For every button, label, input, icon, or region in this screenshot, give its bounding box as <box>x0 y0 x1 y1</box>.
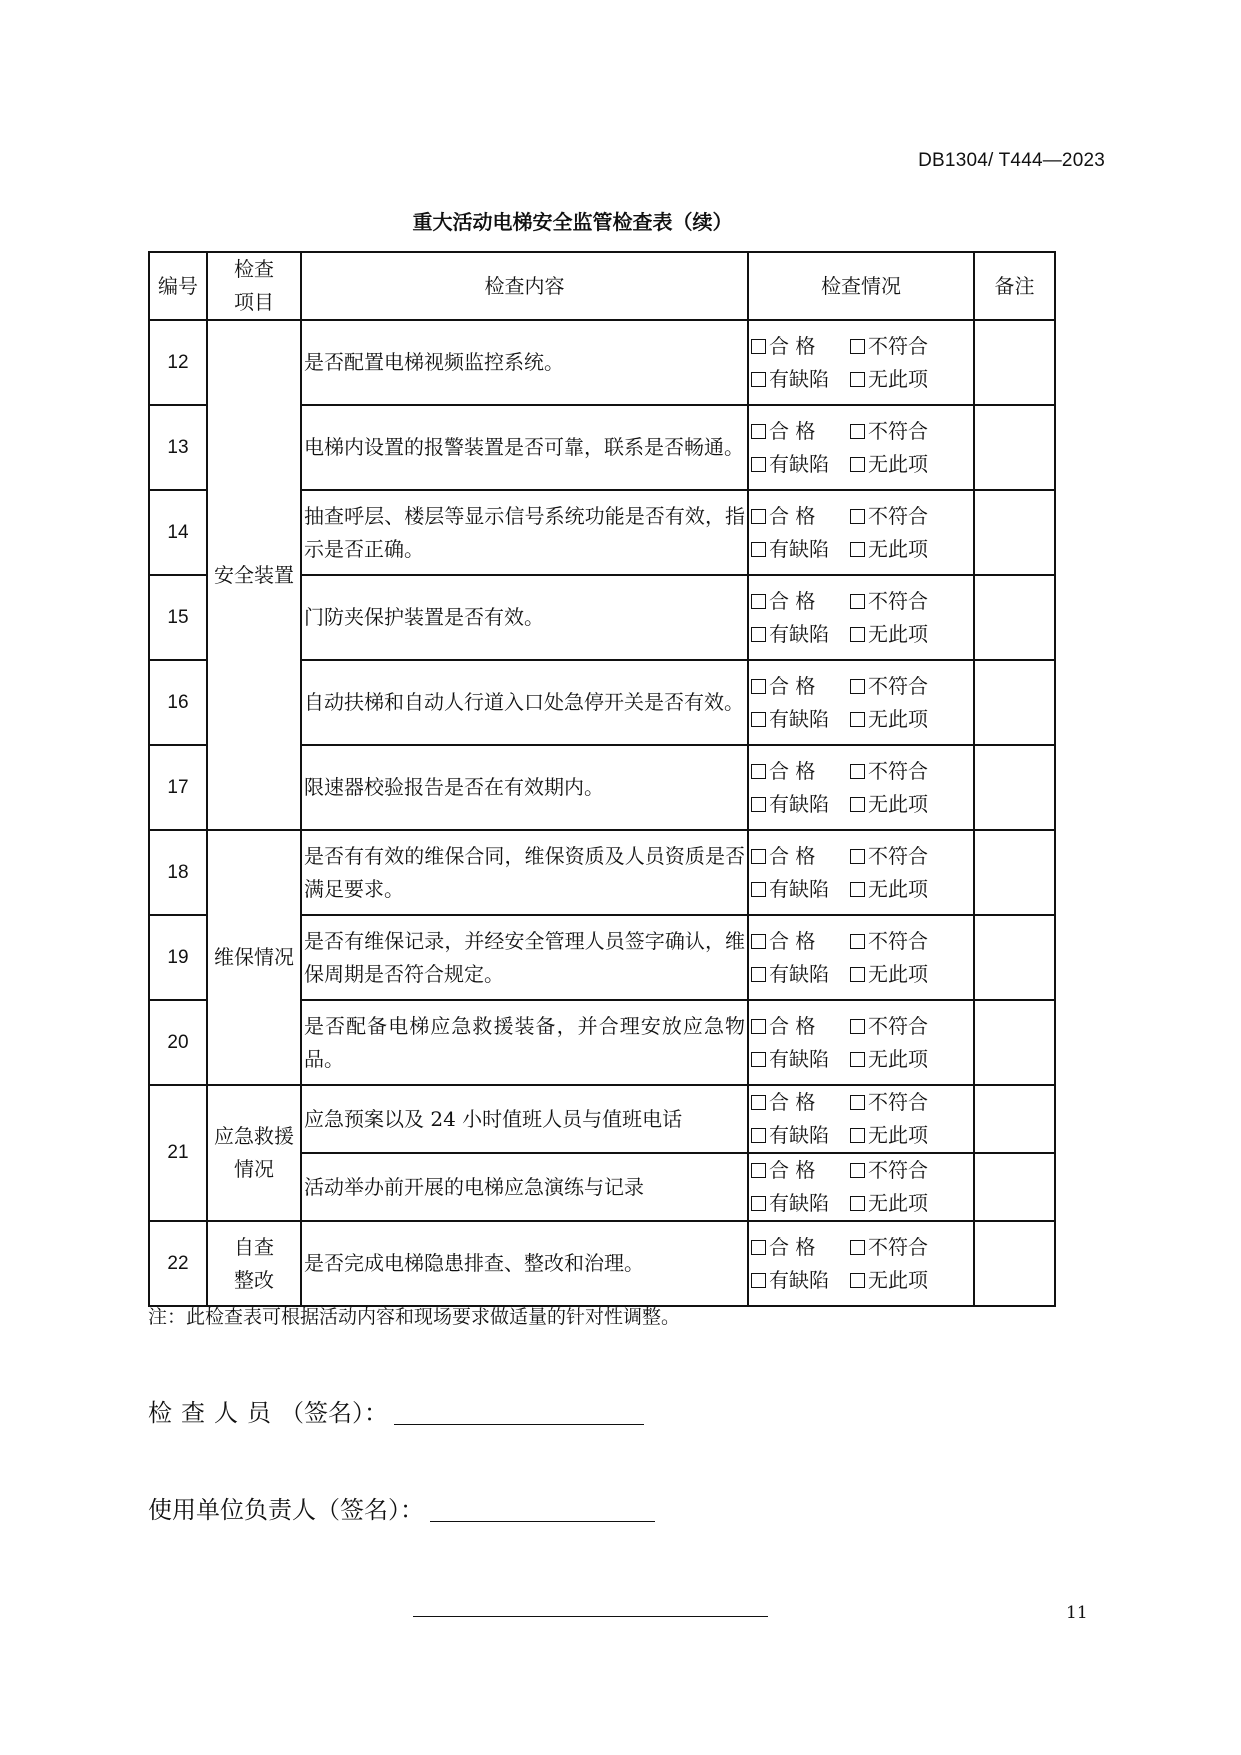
status-option-pass[interactable]: 合 格 <box>751 755 850 788</box>
row-content: 抽查呼层、楼层等显示信号系统功能是否有效，指示是否正确。 <box>301 490 748 575</box>
status-cell <box>748 320 974 405</box>
status-option-fail[interactable]: 不符合 <box>850 1010 928 1043</box>
status-option-fail[interactable]: 不符合 <box>850 755 928 788</box>
status-option-defect[interactable]: 有缺陷 <box>751 788 850 821</box>
remark-cell[interactable] <box>974 1221 1055 1306</box>
row-number: 17 <box>149 745 207 830</box>
group-emergency-line2: 情况 <box>234 1157 274 1181</box>
status-option-na[interactable]: 无此项 <box>850 958 928 991</box>
row-number: 19 <box>149 915 207 1000</box>
status-option-pass[interactable]: 合 格 <box>751 840 850 873</box>
row-number: 14 <box>149 490 207 575</box>
checkbox-icon[interactable] <box>751 1019 766 1034</box>
owner-label: 使用单位负责人（签名）： <box>148 1496 424 1524</box>
status-option-defect[interactable]: 有缺陷 <box>751 618 850 651</box>
status-option-fail[interactable]: 不符合 <box>850 415 928 448</box>
status-cell <box>748 745 974 830</box>
inspector-signature-line[interactable] <box>394 1400 644 1425</box>
checkbox-icon[interactable] <box>751 594 766 609</box>
checkbox-icon[interactable] <box>751 1095 766 1110</box>
checkbox-icon[interactable] <box>751 1128 766 1143</box>
status-option-na[interactable]: 无此项 <box>850 363 928 396</box>
checkbox-icon[interactable] <box>751 934 766 949</box>
checkbox-icon[interactable] <box>850 1273 865 1288</box>
status-cell <box>748 490 974 575</box>
checkbox-icon[interactable] <box>850 882 865 897</box>
row-content: 是否有维保记录，并经安全管理人员签字确认，维保周期是否符合规定。 <box>301 915 748 1000</box>
status-option-defect[interactable]: 有缺陷 <box>751 448 850 481</box>
page-number: 11 <box>1066 1603 1088 1623</box>
remark-cell[interactable] <box>974 915 1055 1000</box>
row-number: 22 <box>149 1221 207 1306</box>
checkbox-icon[interactable] <box>751 1163 766 1178</box>
group-self-check <box>207 1221 301 1306</box>
status-cell <box>748 1085 974 1153</box>
checkbox-icon[interactable] <box>751 797 766 812</box>
group-emergency-line1: 应急救援 <box>214 1124 294 1148</box>
status-option-na[interactable]: 无此项 <box>850 703 928 736</box>
status-option-pass[interactable]: 合 格 <box>751 1231 850 1264</box>
group-selfcheck-line1: 自查 <box>234 1234 274 1259</box>
status-option-fail[interactable]: 不符合 <box>850 840 928 873</box>
owner-signature <box>148 1490 655 1525</box>
group-maintenance: 维保情况 <box>207 830 301 1085</box>
remark-cell[interactable] <box>974 405 1055 490</box>
status-option-fail[interactable]: 不符合 <box>850 670 928 703</box>
status-cell <box>748 1153 974 1221</box>
checkbox-icon[interactable] <box>850 457 865 472</box>
inspector-label: 检查人员 <box>148 1399 280 1427</box>
remark-cell[interactable] <box>974 830 1055 915</box>
row-content: 是否配备电梯应急救援装备，并合理安放应急物品。 <box>301 1000 748 1085</box>
checkbox-icon[interactable] <box>850 849 865 864</box>
checkbox-icon[interactable] <box>751 339 766 354</box>
status-option-pass[interactable]: 合 格 <box>751 925 850 958</box>
status-option-pass[interactable]: 合 格 <box>751 670 850 703</box>
checkbox-icon[interactable] <box>751 849 766 864</box>
header-status: 检查情况 <box>748 252 974 320</box>
checkbox-icon[interactable] <box>850 594 865 609</box>
status-option-defect[interactable]: 有缺陷 <box>751 1264 850 1297</box>
checkbox-icon[interactable] <box>850 1240 865 1255</box>
header-item-line2: 项目 <box>234 290 274 314</box>
status-option-fail[interactable]: 不符合 <box>850 1154 928 1187</box>
checkbox-icon[interactable] <box>751 457 766 472</box>
status-cell <box>748 1221 974 1306</box>
checkbox-icon[interactable] <box>751 967 766 982</box>
status-option-na[interactable]: 无此项 <box>850 1187 928 1220</box>
row-content: 电梯内设置的报警装置是否可靠，联系是否畅通。 <box>301 405 748 490</box>
checkbox-icon[interactable] <box>850 424 865 439</box>
checkbox-icon[interactable] <box>850 1019 865 1034</box>
checkbox-icon[interactable] <box>850 1095 865 1110</box>
table-note: 注：此检查表可根据活动内容和现场要求做适量的针对性调整。 <box>148 1306 681 1328</box>
checkbox-icon[interactable] <box>751 882 766 897</box>
header-item <box>207 252 301 320</box>
checkbox-icon[interactable] <box>850 1163 865 1178</box>
status-cell <box>748 405 974 490</box>
row-number: 13 <box>149 405 207 490</box>
status-option-na[interactable]: 无此项 <box>850 448 928 481</box>
row-number: 18 <box>149 830 207 915</box>
table-row <box>149 320 1055 405</box>
checkbox-icon[interactable] <box>751 1052 766 1067</box>
checkbox-icon[interactable] <box>751 627 766 642</box>
row-content: 门防夹保护装置是否有效。 <box>301 575 748 660</box>
row-number: 15 <box>149 575 207 660</box>
status-option-na[interactable]: 无此项 <box>850 1119 928 1152</box>
status-cell <box>748 830 974 915</box>
row-content: 是否有有效的维保合同，维保资质及人员资质是否满足要求。 <box>301 830 748 915</box>
status-option-pass[interactable]: 合 格 <box>751 415 850 448</box>
header-item-line1: 检查 <box>234 257 274 281</box>
table-row <box>149 830 1055 915</box>
status-option-defect[interactable]: 有缺陷 <box>751 1043 850 1076</box>
status-option-defect[interactable]: 有缺陷 <box>751 1187 850 1220</box>
status-option-fail[interactable]: 不符合 <box>850 1231 928 1264</box>
remark-cell[interactable] <box>974 1153 1055 1221</box>
row-number: 12 <box>149 320 207 405</box>
checkbox-icon[interactable] <box>850 372 865 387</box>
status-cell <box>748 915 974 1000</box>
remark-cell[interactable] <box>974 490 1055 575</box>
checkbox-icon[interactable] <box>751 1240 766 1255</box>
document-code: DB1304/ T444—2023 <box>918 150 1105 171</box>
checkbox-icon[interactable] <box>751 1196 766 1211</box>
status-option-defect[interactable]: 有缺陷 <box>751 873 850 906</box>
checkbox-icon[interactable] <box>850 1052 865 1067</box>
status-option-pass[interactable]: 合 格 <box>751 1010 850 1043</box>
status-option-fail[interactable]: 不符合 <box>850 925 928 958</box>
status-option-pass[interactable]: 合 格 <box>751 330 850 363</box>
status-cell <box>748 1000 974 1085</box>
checkbox-icon[interactable] <box>850 1128 865 1143</box>
group-safety-devices: 安全装置 <box>207 320 301 830</box>
checkbox-icon[interactable] <box>850 934 865 949</box>
header-number: 编号 <box>149 252 207 320</box>
inspection-table <box>148 251 1056 1307</box>
status-option-na[interactable]: 无此项 <box>850 788 928 821</box>
status-option-pass[interactable]: 合 格 <box>751 1154 850 1187</box>
status-option-na[interactable]: 无此项 <box>850 533 928 566</box>
status-option-na[interactable]: 无此项 <box>850 618 928 651</box>
checkbox-icon[interactable] <box>751 679 766 694</box>
status-option-defect[interactable]: 有缺陷 <box>751 1119 850 1152</box>
checkbox-icon[interactable] <box>850 339 865 354</box>
status-cell <box>748 575 974 660</box>
checkbox-icon[interactable] <box>751 542 766 557</box>
checkbox-icon[interactable] <box>751 424 766 439</box>
remark-cell[interactable] <box>974 1085 1055 1153</box>
remark-cell[interactable] <box>974 320 1055 405</box>
row-number: 21 <box>149 1085 207 1221</box>
status-option-defect[interactable]: 有缺陷 <box>751 703 850 736</box>
status-option-na[interactable]: 无此项 <box>850 873 928 906</box>
row-content: 应急预案以及 24 小时值班人员与值班电话 <box>301 1085 748 1153</box>
status-option-defect[interactable]: 有缺陷 <box>751 363 850 396</box>
row-number: 20 <box>149 1000 207 1085</box>
row-content: 是否完成电梯隐患排查、整改和治理。 <box>301 1221 748 1306</box>
checkbox-icon[interactable] <box>751 1273 766 1288</box>
checkbox-icon[interactable] <box>850 679 865 694</box>
status-option-fail[interactable]: 不符合 <box>850 1086 928 1119</box>
checkbox-icon[interactable] <box>850 764 865 779</box>
table-row <box>149 1221 1055 1306</box>
status-option-defect[interactable]: 有缺陷 <box>751 533 850 566</box>
checkbox-icon[interactable] <box>850 627 865 642</box>
checkbox-icon[interactable] <box>751 509 766 524</box>
status-option-pass[interactable]: 合 格 <box>751 500 850 533</box>
row-content: 自动扶梯和自动人行道入口处急停开关是否有效。 <box>301 660 748 745</box>
status-cell <box>748 660 974 745</box>
status-option-fail[interactable]: 不符合 <box>850 330 928 363</box>
table-row <box>149 1085 1055 1153</box>
footer-rule <box>413 1616 768 1617</box>
header-content: 检查内容 <box>301 252 748 320</box>
checkbox-icon[interactable] <box>850 509 865 524</box>
remark-cell[interactable] <box>974 1000 1055 1085</box>
checkbox-icon[interactable] <box>850 542 865 557</box>
checkbox-icon[interactable] <box>751 372 766 387</box>
checkbox-icon[interactable] <box>850 967 865 982</box>
remark-cell[interactable] <box>974 660 1055 745</box>
group-emergency-rescue <box>207 1085 301 1221</box>
checkbox-icon[interactable] <box>751 764 766 779</box>
status-option-fail[interactable]: 不符合 <box>850 585 928 618</box>
group-selfcheck-line2: 整改 <box>234 1267 274 1292</box>
status-option-na[interactable]: 无此项 <box>850 1264 928 1297</box>
checkbox-icon[interactable] <box>850 797 865 812</box>
header-remark: 备注 <box>974 252 1055 320</box>
status-option-pass[interactable]: 合 格 <box>751 585 850 618</box>
status-option-fail[interactable]: 不符合 <box>850 500 928 533</box>
row-number: 16 <box>149 660 207 745</box>
inspector-suffix: （签名）： <box>280 1399 388 1427</box>
inspector-signature <box>148 1393 644 1428</box>
row-content: 活动举办前开展的电梯应急演练与记录 <box>301 1153 748 1221</box>
status-option-pass[interactable]: 合 格 <box>751 1086 850 1119</box>
status-option-defect[interactable]: 有缺陷 <box>751 958 850 991</box>
table-title: 重大活动电梯安全监管检查表（续） <box>412 210 733 234</box>
row-content: 限速器校验报告是否在有效期内。 <box>301 745 748 830</box>
status-option-na[interactable]: 无此项 <box>850 1043 928 1076</box>
remark-cell[interactable] <box>974 575 1055 660</box>
row-content: 是否配置电梯视频监控系统。 <box>301 320 748 405</box>
checkbox-icon[interactable] <box>850 1196 865 1211</box>
remark-cell[interactable] <box>974 745 1055 830</box>
owner-signature-line[interactable] <box>430 1497 655 1522</box>
checkbox-icon[interactable] <box>751 712 766 727</box>
table-header-row <box>149 252 1055 320</box>
checkbox-icon[interactable] <box>850 712 865 727</box>
